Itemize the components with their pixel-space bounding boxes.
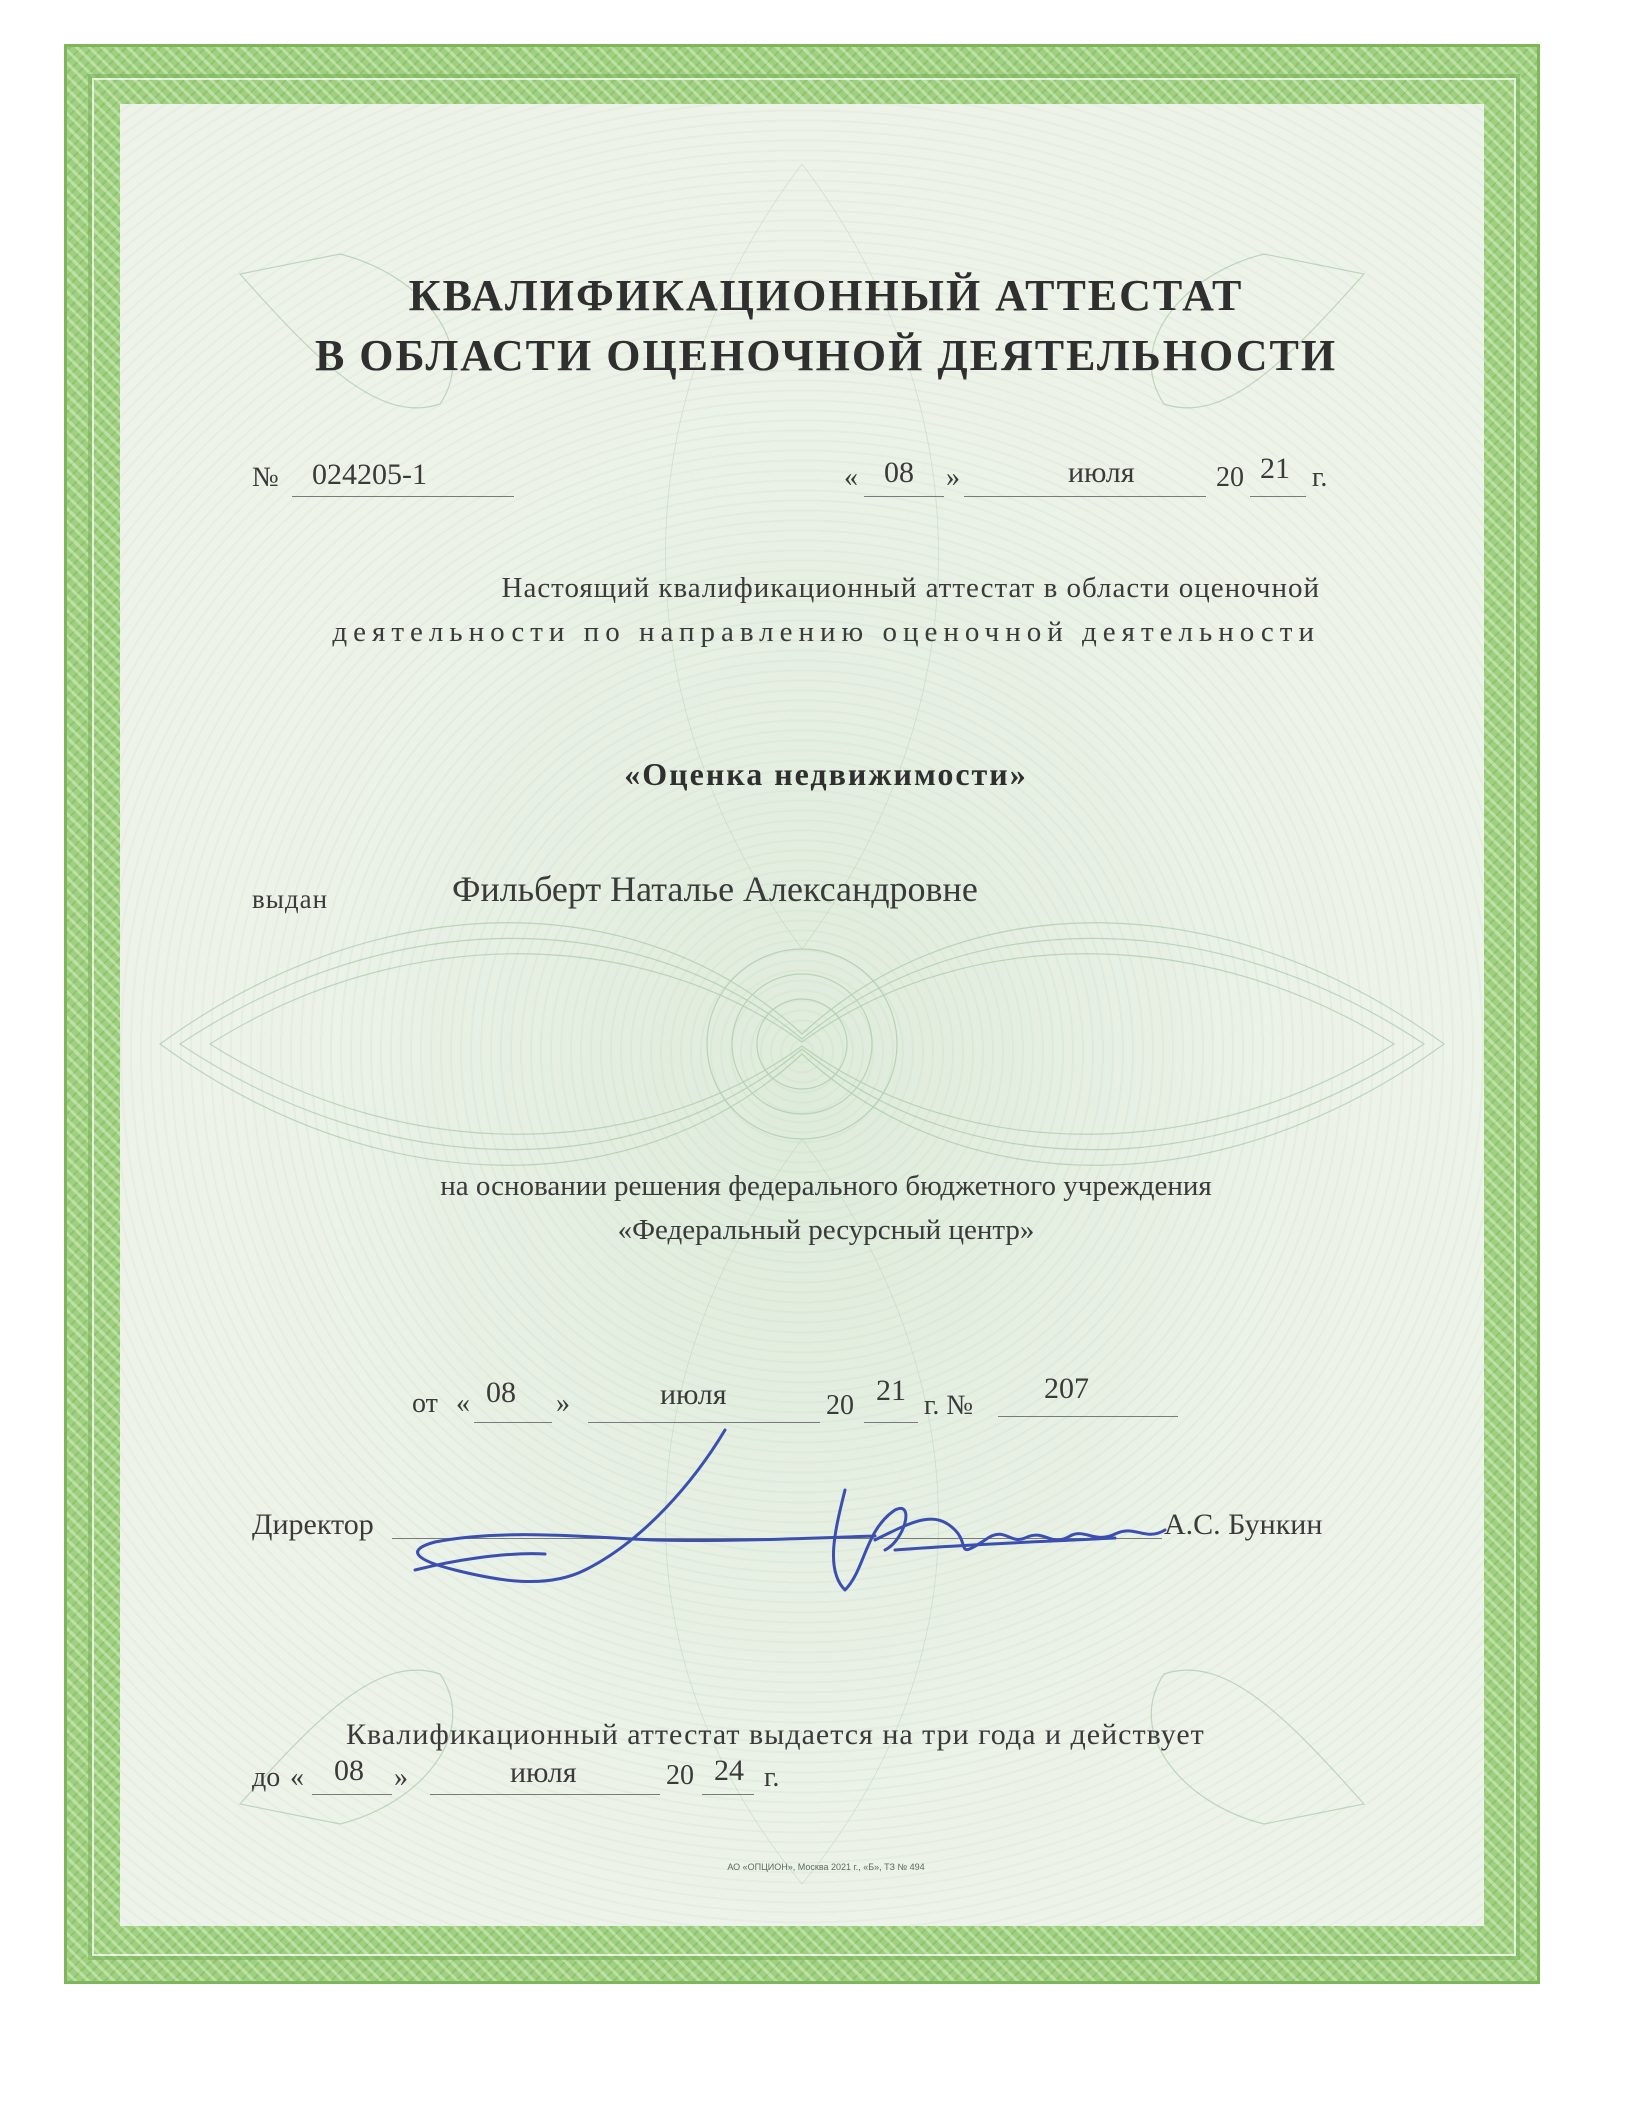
date-close-quote: » — [946, 462, 960, 493]
decision-year: 21 — [876, 1374, 906, 1407]
validity-open-quote: « — [290, 1762, 304, 1793]
issue-date-month: июля — [1068, 456, 1135, 489]
issued-label: выдан — [252, 884, 329, 914]
validity-month-underline — [430, 1794, 660, 1795]
assessment-direction: «Оценка недвижимости» — [624, 756, 1028, 792]
date-open-quote: « — [844, 462, 858, 493]
certificate-title-line2: В ОБЛАСТИ ОЦЕНОЧНОЙ ДЕЯТЕЛЬНОСТИ — [314, 331, 1338, 380]
date-year-unit: г. — [1312, 462, 1328, 493]
certificate-title-line1: КВАЛИФИКАЦИОННЫЙ АТТЕСТАТ — [408, 271, 1244, 320]
number-label: № — [252, 462, 279, 493]
issued-to-name: Фильберт Наталье Александровне — [452, 869, 978, 909]
decision-open-quote: « — [456, 1388, 470, 1419]
validity-until-label: до — [252, 1762, 281, 1793]
validity-line1: Квалификационный аттестат выдается на три года и действует — [346, 1718, 1205, 1751]
date-day-underline — [864, 496, 944, 497]
date-year-underline — [1250, 496, 1306, 497]
certificate-number: 024205-1 — [312, 458, 427, 491]
number-underline — [292, 496, 514, 497]
decision-month: июля — [660, 1378, 727, 1411]
signatory-role: Директор — [252, 1508, 374, 1541]
validity-month: июля — [510, 1756, 577, 1789]
issue-date-day: 08 — [884, 456, 914, 489]
issue-date-year: 21 — [1260, 452, 1290, 485]
decision-year-prefix: 20 — [826, 1390, 854, 1421]
decision-number-underline — [998, 1416, 1178, 1417]
director-signature — [395, 1420, 1195, 1610]
decision-from-label: от — [412, 1388, 438, 1419]
decision-year-unit: г. № — [924, 1390, 974, 1421]
printer-imprint: АО «ОПЦИОН», Москва 2021 г., «Б», ТЗ № 494 — [727, 1862, 925, 1872]
validity-close-quote: » — [394, 1762, 408, 1793]
validity-year-prefix: 20 — [666, 1760, 694, 1791]
certificate-paragraph-line1: Настоящий квалификационный аттестат в области оценочной — [501, 572, 1320, 604]
validity-year: 24 — [714, 1754, 744, 1787]
signatory-name: А.С. Бункин — [1164, 1508, 1323, 1541]
decision-day: 08 — [486, 1376, 516, 1409]
date-year-prefix: 20 — [1216, 462, 1244, 493]
validity-year-unit: г. — [764, 1762, 780, 1793]
basis-line1: на основании решения федерального бюджетного учреждения — [440, 1170, 1212, 1202]
decision-close-quote: » — [556, 1388, 570, 1419]
basis-line2: «Федеральный ресурсный центр» — [617, 1214, 1035, 1246]
date-month-underline — [964, 496, 1206, 497]
validity-day-underline — [312, 1794, 392, 1795]
validity-day: 08 — [334, 1754, 364, 1787]
decision-number: 207 — [1044, 1372, 1089, 1405]
validity-year-underline — [702, 1794, 754, 1795]
certificate-paragraph-line2: деятельности по направлению оценочной деятельности — [332, 616, 1320, 648]
